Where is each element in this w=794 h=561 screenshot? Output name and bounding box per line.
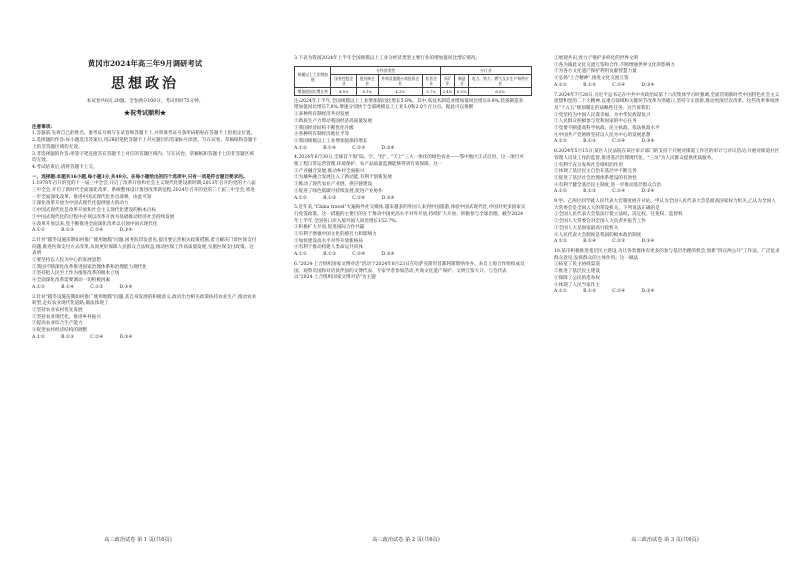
option: ①产业融合发展,推动乡村全面振兴 bbox=[294, 168, 365, 174]
notice-title: 注意事项: bbox=[32, 124, 53, 130]
notice-item: 2.选择题的作答:每小题选出答案后,用2B铅笔把答题卡上对应题目的答案标号涂黑。写在试卷、草稿纸和答题卡上的非答题区域均无效。 bbox=[32, 138, 258, 150]
question-9: 9.甲、乙两位同学就人民代表大会制度展开讨论。甲认为全国人民代表大会是最高国家权力机关,乙认为全国人大常委会是全国人大的常设机关。下列说法正确的是 bbox=[554, 199, 776, 211]
choice: D.③④ bbox=[119, 284, 133, 290]
choice: D.③④ bbox=[119, 228, 133, 234]
option: ①有利于充分发挥社会组织的作用 bbox=[554, 162, 623, 168]
choice: A.①② bbox=[32, 228, 46, 234]
page-footer: 高三政治试卷 第 2 页(共6页) bbox=[372, 537, 440, 543]
option: ②体现了基层民主自治在基层中不断完善 bbox=[554, 169, 637, 175]
table-col-header: 国有控股企业 bbox=[331, 74, 356, 87]
table-note: 注:2024年上半年,全国规模以上工业增加值同比增长5.8%。其中,高技术制造业增加值同比增长8.8%,装备制造业增加值同比增长7.8%,增速分别快于全部规模以上工业3.0和2.0个百分点。据此可以推断 bbox=[294, 98, 524, 111]
option: ①党坚持为中国人民谋幸福、为中华民族谋复兴 bbox=[554, 112, 651, 118]
option: ②有利于增强中国文化的感召力和影响力 bbox=[294, 232, 377, 238]
option: ④改革开放以来,党不断推进全面深化改革以引领中国式现代化 bbox=[32, 221, 158, 227]
option: ②各为彼此文化交流互鉴和合作,不断增强世界文化的影响力 bbox=[554, 62, 675, 68]
option: ④中国共产党始终坚持以人民为中心的发展思想 bbox=[554, 132, 651, 138]
answer-choices bbox=[32, 228, 258, 235]
option: ③党要不断提高科学执政、民主执政、依法执政水平 bbox=[554, 126, 660, 132]
option: ③促进了基层社会治理体系建设的有效性 bbox=[554, 175, 637, 181]
question-3-table-intro: 3.下表为我国2024年上半年全国规模以上工业分经济类型主要行业的增加值同比增长情况。 bbox=[294, 56, 481, 61]
answer-choices bbox=[294, 252, 526, 259]
table-col-header: 外商及港澳台商投资企业 bbox=[378, 74, 422, 87]
question-5: 5.近年来,"China travel"火遍海外社交媒体,越来越多的外国人来到中国旅游,体验中国式现代化,中国对更多国家实行免签政策。这一措施的主要目的在于推动中国更高水平对外开放,持续扩大开放、积极参与全球治理。截至2024年上半年,全国各口岸入境外国人同比增长152.7%。 bbox=[294, 205, 526, 224]
choice: C.②③ bbox=[612, 239, 626, 245]
choice: C.②④ bbox=[90, 334, 104, 340]
option: ③推动了现代农业产业链、供应链建设 bbox=[294, 182, 373, 188]
answer-choices bbox=[32, 285, 258, 292]
table-row-label: 规模以上工业增加值 bbox=[295, 66, 331, 87]
choice: C.②③ bbox=[90, 284, 104, 290]
choice: D.③④ bbox=[641, 189, 655, 195]
table-col-header: 采矿业 bbox=[440, 74, 454, 87]
question-2: 2.针对"越冬设施苗期如何推广使用地膜"问题,国务院印发意见,提出要完善相关政策措施,着力解决门诊医保支付问题,推进医保支付方式改革,从而更好保障人民群众合法权益,推动医保工作高质量发展,实施医保支付政策。这表明 bbox=[32, 237, 257, 257]
option: ③坚持把人民至上作为推进改革的根本立场 bbox=[32, 271, 120, 277]
table-col-header: 制造业 bbox=[455, 74, 469, 87]
section-heading: 一、选择题:本题共16小题,每小题3分,共48分。在每小题给出的四个选项中,只有一项是符合题目要求的。 bbox=[32, 174, 248, 180]
table-cell: 6.1% bbox=[356, 87, 378, 95]
choice: A.①② bbox=[554, 82, 568, 88]
table-cell: 5.7% bbox=[422, 87, 440, 95]
page-footer: 高三政治试卷 第 3 页(共6页) bbox=[631, 537, 699, 543]
option: ③保障了公民的选举权 bbox=[554, 275, 600, 281]
choice: D.③④ bbox=[641, 82, 655, 88]
option: ④有利于健全基层民主制度,进一步推动基层群众自治 bbox=[554, 182, 662, 188]
answer-choices bbox=[554, 139, 780, 146]
answer-choices bbox=[554, 239, 780, 246]
option: ③为各方文化遗产保护利用贡献智慧力量 bbox=[554, 69, 637, 75]
option: ④人民代表大会制度是我国的根本政治制度 bbox=[554, 232, 642, 238]
table-cell: 4.8% bbox=[331, 87, 356, 95]
choice: B.①③ bbox=[583, 139, 597, 145]
choice: A.①② bbox=[32, 284, 46, 290]
answer-choices bbox=[32, 335, 258, 342]
choice: D.③④ bbox=[381, 195, 395, 201]
option: ④体现了人民当家作主 bbox=[554, 282, 600, 288]
answer-choices bbox=[554, 189, 780, 196]
choice: D.③④ bbox=[381, 145, 395, 151]
question-3: 3.针对"越冬设施苗期如何推广使用地膜"问题,其自身发展的积极意义,政府出台相关政策扶持农业生产,推动农业转型,走好农业现代化道路,做法体现了 bbox=[32, 294, 257, 307]
choice: C.②④ bbox=[352, 195, 366, 201]
choice: A.①② bbox=[554, 139, 568, 145]
notice-item: 4.考试结束后,请将答题卡上交。 bbox=[32, 164, 98, 170]
table-group-header: 分经济类型 bbox=[331, 66, 440, 74]
option: ③全国人大是国家最高行政机关 bbox=[554, 225, 619, 231]
answer-choices bbox=[294, 146, 526, 153]
option: ②新质生产力带动我国经济高质量发展 bbox=[294, 118, 373, 124]
option: ③提高农业综合生产能力 bbox=[32, 321, 83, 327]
option: ③中国式现代化的过程中必须以改革开放为基础推动经济社会持续发展 bbox=[32, 214, 175, 220]
choice: B.①③ bbox=[61, 334, 75, 340]
option: ④弘扬"上合精神",推进文化交流互鉴 bbox=[554, 76, 629, 82]
answer-choices bbox=[554, 83, 780, 90]
option: ③我国经济结构不断优化升级 bbox=[294, 125, 354, 131]
good-luck-badge: ★祝考试顺利★ bbox=[123, 109, 166, 117]
option: ①要坚持以人民为中心的发展思想 bbox=[32, 258, 101, 264]
choice: C.②④ bbox=[90, 228, 104, 234]
choice: B.①③ bbox=[583, 82, 597, 88]
option: ②人民群众积极参与党和国家的中心任务 bbox=[554, 119, 637, 125]
option: ①展现共识,致力于推护多样化的世界文明 bbox=[554, 56, 639, 61]
option: ②为城乡融合发展注入了新动能,有利于创新发展 bbox=[294, 175, 392, 181]
choice: C.②④ bbox=[352, 252, 366, 258]
choice: B.①③ bbox=[323, 252, 337, 258]
choice: C.②④ bbox=[612, 82, 626, 88]
choice: B.①③ bbox=[583, 289, 597, 295]
option: ④各种所有制经济地位平等 bbox=[294, 132, 350, 138]
table-cell: 6.5% bbox=[455, 87, 469, 95]
question-10: 10.某市积极推进基层民主建设,为让各类群体有更多的参与基层治理的机会,创新"四议两公开"工作法。广泛征求群众意见,发挥群众的主体作用。这一做法 bbox=[554, 248, 780, 261]
option: ②我国不断深化改革推进国家治理体系和治理能力现代化 bbox=[32, 264, 147, 270]
table-cell: 2.4% bbox=[440, 87, 454, 95]
choice: A.①② bbox=[294, 252, 308, 258]
option: ④有利于推动构建人类命运共同体 bbox=[294, 245, 363, 251]
option: ④全面深化改革需要调动一切积极因素 bbox=[32, 278, 111, 284]
choice: D.③④ bbox=[381, 252, 395, 258]
choice: C.②④ bbox=[612, 289, 626, 295]
notice-item: 1.答题前,先将自己的姓名、准考证号填写在试卷和答题卡上,并将准考证号条形码粘贴在答题卡上的指定位置。 bbox=[32, 131, 256, 137]
question-7: 7.2024年7月28日,习近平总书记在中共中央政治局第十六次集体学习时强调,全面贯彻新时代中国特色社会主义思想和党的二十大精神,以重点领域和关键环节改革为突破口,坚持守正创新,推动更深层次改革。这些改革事项涉及"十五五"规划制定的战略性任务。这告诉我们 bbox=[554, 92, 780, 111]
option: ②推进了基层民主建设 bbox=[554, 269, 600, 275]
choice: C.②④ bbox=[612, 189, 626, 195]
option: ①拓宽了民主协商渠道 bbox=[554, 262, 600, 268]
choice: A.①② bbox=[294, 145, 308, 151]
choice: A.①② bbox=[32, 334, 46, 340]
choice: D.③④ bbox=[641, 139, 655, 145]
question-8: 8.2024年5月15日,某区人民法院在该区审计部门的支持下开展对街道工作区的审计与评议活动,开展对街道社区管理人员及工作的监督,推进基层治理现代化。"三员"为人民群众提供优质服务。 bbox=[554, 149, 780, 161]
option: ②中国式现代化是改革开放和社会主义现代化建设的根本目标 bbox=[32, 208, 157, 214]
question-1: 1.1978年召开的党的十一届三中全会,开启了改革开放和社会主义现代化建设新时期;2013年召开的党的十八届三中全会,开启了新时代全面深化改革、系统整体设计推进改革新征程;2024年召开的党的二十届三中全会,将进一步全面深化改革、推进中国式现代化作出部署。由此可知 bbox=[32, 181, 256, 200]
choice: A.①② bbox=[554, 239, 568, 245]
growth-table bbox=[294, 66, 532, 96]
option: ②坚持农业现代化、推进乡村振兴 bbox=[32, 314, 101, 320]
exam-title: 黄冈市2024年高三年9月调研考试 bbox=[87, 59, 203, 68]
option: ⑤我国规模以上工业增加值保持增长 bbox=[294, 138, 368, 144]
page-footer: 高三政治试卷 第 1 页(共6页) bbox=[104, 537, 172, 543]
table-col-header: 私营企业 bbox=[422, 74, 440, 87]
answer-choices bbox=[554, 289, 780, 296]
choice: C.②③ bbox=[352, 145, 366, 151]
page-one bbox=[0, 0, 276, 561]
choice: B.①③ bbox=[323, 195, 337, 201]
option: ①多种所有制经济共同发展 bbox=[294, 112, 350, 118]
question-4: 4.2024年6月30日,全球首个海"陆、空、"投"、"天上"三大一体化的绿色农业——鄂中地区正式启用。这一项目可使工程日常运营管理,环境保护、农产品质量监测能够得到有效保障。这一 bbox=[294, 155, 524, 168]
table-col-header: 股份制企业 bbox=[356, 74, 378, 87]
notice-item: 3.非选择题的作答:用签字笔直接答在答题卡上对应的答题区域内。写在试卷、草稿纸和答题卡上的非答题区域均无效。 bbox=[32, 151, 254, 164]
choice: B.①③ bbox=[583, 189, 597, 195]
choice: B.①④ bbox=[323, 145, 337, 151]
table-row-label: 增加值同比增长率 bbox=[295, 87, 331, 95]
choice: A.①② bbox=[294, 195, 308, 201]
choice: B.①④ bbox=[61, 284, 75, 290]
choice: D.③④ bbox=[641, 239, 655, 245]
page-two bbox=[276, 0, 536, 561]
option: ④促进了绿色低碳可持续发展,促进产业协作 bbox=[294, 188, 383, 194]
table-cell: 6.0% bbox=[469, 87, 532, 95]
subject-title: 思想政治 bbox=[111, 76, 179, 92]
choice: C.②④ bbox=[612, 139, 626, 145]
exam-meta: 本试卷共6页,20题。全卷满分100分。考试用时75分钟。 bbox=[86, 99, 204, 104]
option: ②全国人大常委会对全国人大负责并报告工作 bbox=[554, 219, 646, 225]
page-three bbox=[536, 0, 794, 561]
choice: D.③④ bbox=[641, 289, 655, 295]
choice: D.③④ bbox=[119, 334, 133, 340]
table-cell: 4.2% bbox=[378, 87, 422, 95]
option: ④促进农村经济结构的调整 bbox=[32, 328, 88, 334]
choice: A.①② bbox=[554, 289, 568, 295]
choice: A.①② bbox=[554, 189, 568, 195]
table-col-header: 电力、热力、燃气及水生产和供应业 bbox=[469, 74, 532, 87]
option: ①积极扩大开放,促进国际合作共赢 bbox=[294, 225, 365, 231]
option: ①坚持农业农村优先发展 bbox=[32, 307, 83, 313]
option: ①全国人民代表大会依法行使立法权、决定权、任免权、监督权 bbox=[554, 212, 683, 218]
option: ③加快建设高水平对外开放新格局 bbox=[294, 238, 363, 244]
answer-choices bbox=[294, 196, 526, 203]
choice: B.①④ bbox=[583, 239, 597, 245]
option: ①深化改革开放为中国式现代化提供强大的动力 bbox=[32, 201, 129, 207]
question-6: 6."2024·上合组织国家文博对话"活动于2024年6月23日在哈萨克斯坦首都阿斯塔纳举办。来自上海合作组织成员国、观察员国和对话伙伴国的文博代表、专家学者参加活动,共商文化遗产保护、文明互鉴大计。与会代表以"2024·上合组织国家文博对话"为主题 bbox=[294, 261, 525, 281]
table-group-header: 分行业 bbox=[440, 66, 531, 74]
choice: B.①③ bbox=[61, 228, 75, 234]
